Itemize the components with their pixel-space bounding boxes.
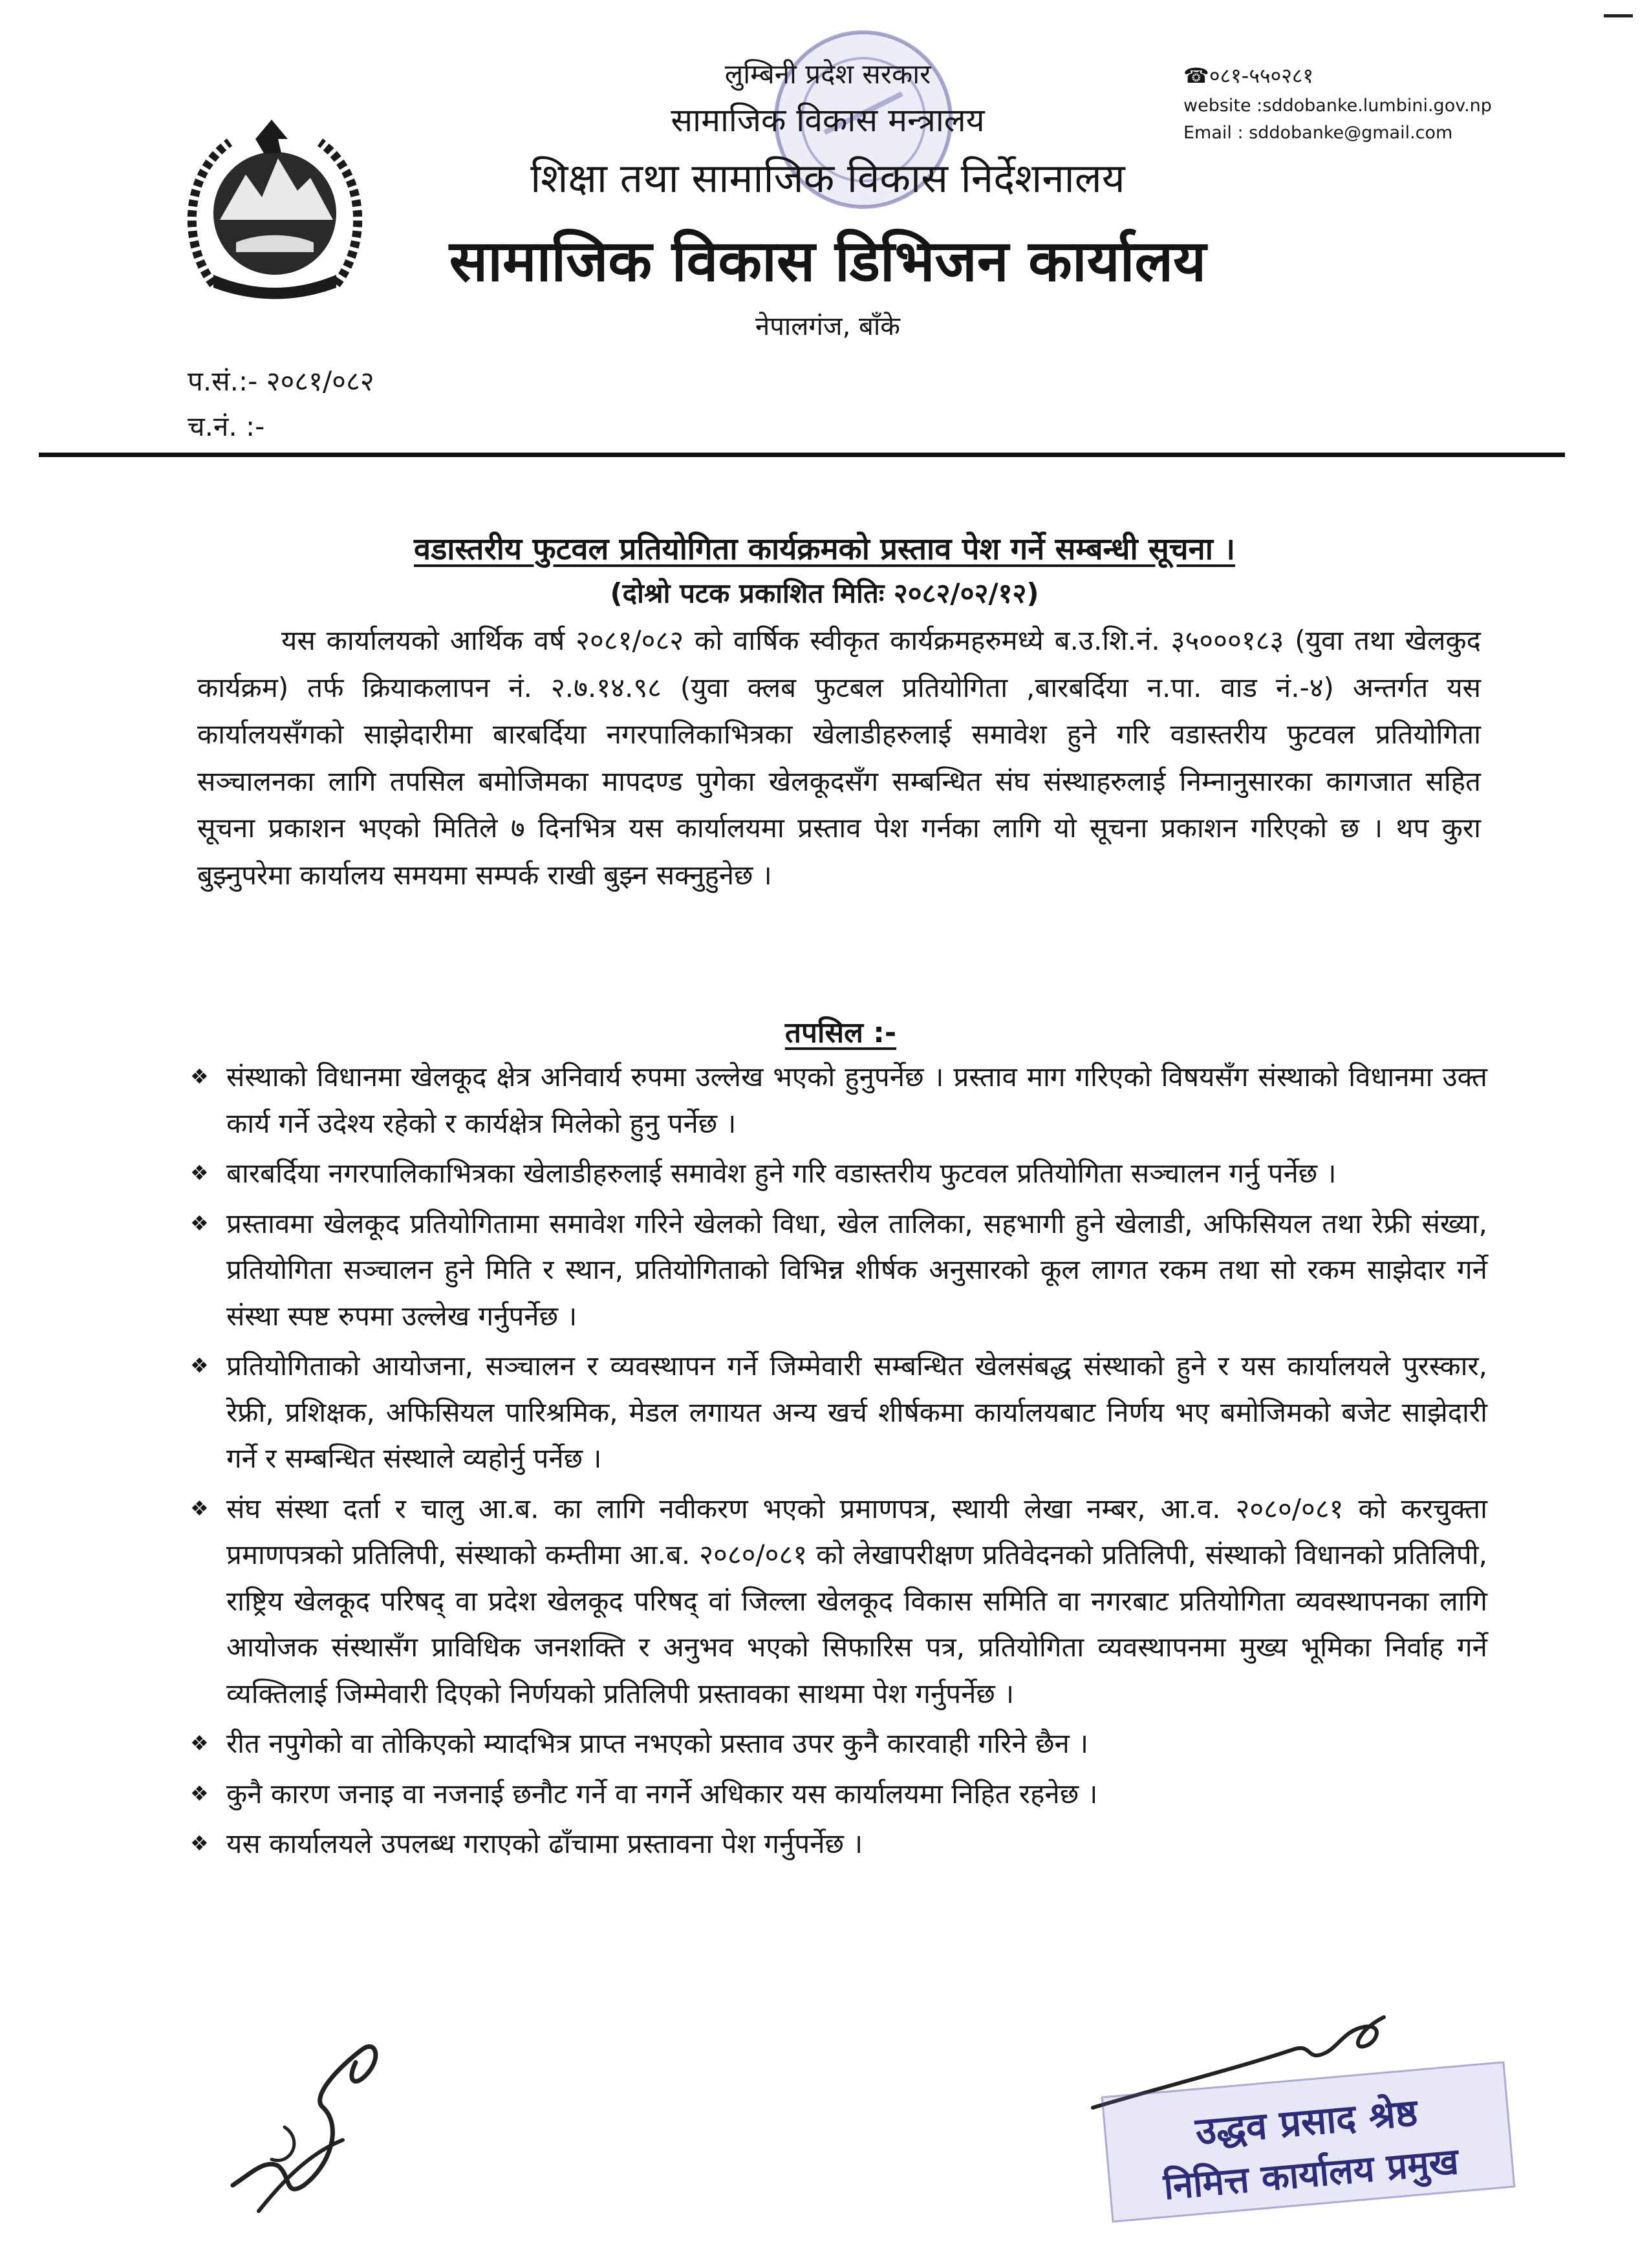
list-item: ❖ प्रतियोगिताको आयोजना, सञ्चालन र व्यवस्थापन गर्ने जिम्मेवारी सम्बन्धित खेलसंबद्ध संस्थाको हुने र यस कार्यालयले पुरस्कार, रेफ्री, प्रशिक्षक, अफिसियल पारिश्रमिक, मेडल लगायत अन्य खर्च शीर्षकमा कार्यालयबाट निर्णय भए बमोजिमको बजेट साझेदारी गर्ने र सम्बन्धित संस्थाले व्यहोर्नु पर्नेछ ।: [188, 1343, 1487, 1482]
ministry-name: सामाजिक विकास मन्त्रालय: [671, 102, 985, 139]
list-item: ❖ रीत नपुगेको वा तोकिएको म्यादभित्र प्राप्त नभएको प्रस्ताव उपर कुनै कारवाही गरिने छैन ।: [188, 1720, 1487, 1767]
list-item: ❖ कुनै कारण जनाइ वा नजनाई छनौट गर्ने वा नगर्ने अधिकार यस कार्यालयमा निहित रहनेछ ।: [188, 1771, 1487, 1817]
edge-mark: [1604, 14, 1633, 17]
province-name: लुम्बिनी प्रदेश सरकार: [724, 58, 931, 90]
contact-email[interactable]: Email : sddobanke@gmail.com: [1183, 123, 1453, 143]
office-name: सामाजिक विकास डिभिजन कार्यालय: [449, 228, 1207, 294]
contact-website[interactable]: website :sddobanke.lumbini.gov.np: [1183, 96, 1492, 116]
notice-paragraph: यस कार्यालयको आर्थिक वर्ष २०८१/०८२ को वार्षिक स्वीकृत कार्यक्रमहरुमध्ये ब.उ.शि.नं. ३५०००१८३ (युवा तथा खेलकुद कार्यक्रम) तर्फ क्रियाकलापन नं. २.७.१४.९८ (युवा क्लब फुटबल प्रतियोगिता ,बारबर्दिया न.पा. वाड नं.-४) अन्तर्गत यस कार्यालयसँगको साझेदारीमा बारबर्दिया नगरपालिकाभित्रका खेलाडीहरुलाई समावेश हुने गरि वडास्तरीय फुटवल प्रतियोगिता सञ्चालनका लागि तपसिल बमोजिमका मापदण्ड पुगेका खेलकूदसँग सम्बन्धित संघ संस्थाहरुलाई निम्नानुसारका कागजात सहित सूचना प्रकाशन भएको मितिले ७ दिनभित्र यस कार्यालयमा प्रस्ताव पेश गर्नका लागि यो सूचना प्रकाशन गरिएको छ । थप कुरा बुझ्नुपरेमा कार्यालय समयमा सम्पर्क राखी बुझ्न सक्नुहुनेछ ।: [197, 625, 1481, 891]
list-item: ❖ बारबर्दिया नगरपालिकाभित्रका खेलाडीहरुलाई समावेश हुने गरि वडास्तरीय फुटवल प्रतियोगिता सञ्चालन गर्नु पर्नेछ ।: [188, 1150, 1487, 1197]
reference-number: प.सं.:- २०८१/०८२: [188, 365, 374, 397]
notice-title-text: वडास्तरीय फुटवल प्रतियोगिता कार्यक्रमको प्रस्ताव पेश गर्ने सम्बन्धी सूचना ।: [413, 531, 1236, 567]
list-item: ❖ संस्थाको विधानमा खेलकूद क्षेत्र अनिवार्य रुपमा उल्लेख भएको हुनुपर्नेछ । प्रस्ताव माग गरिएको विषयसँग संस्थाको विधानमा उक्त कार्य गर्ने उदेश्य रहेको र कार्यक्षेत्र मिलेको हुनु पर्नेछ ।: [188, 1054, 1487, 1146]
dispatch-number: च.नं. :-: [188, 411, 265, 442]
list-item: ❖ प्रस्तावमा खेलकूद प्रतियोगितामा समावेश गरिने खेलको विधा, खेल तालिका, सहभागी हुने खेलाडी, अफिसियल तथा रेफ्री संख्या, प्रतियोगिता सञ्चालन हुने मिति र स्थान, प्रतियोगिताको विभिन्न शीर्षक अनुसारको कूल लागत रकम तथा सो रकम साझेदार गर्ने संस्था स्पष्ट रुपमा उल्लेख गर्नुपर्नेछ ।: [188, 1201, 1487, 1340]
list-item: ❖ यस कार्यालयले उपलब्ध गराएको ढाँचामा प्रस्तावना पेश गर्नुपर्नेछ ।: [188, 1821, 1487, 1867]
signatory-title: निमित्त कार्यालय प्रमुख: [1161, 2141, 1461, 2209]
tapasil-heading: तपसिल :-: [784, 1016, 897, 1049]
list-item: ❖ संघ संस्था दर्ता र चालु आ.ब. का लागि नवीकरण भएको प्रमाणपत्र, स्थायी लेखा नम्बर, आ.व. २०८०/०८१ को करचुक्ता प्रमाणपत्रको प्रतिलिपी, संस्थाको कम्तीमा आ.ब. २०८०/०८१ को लेखापरीक्षण प्रतिवेदनको प्रतिलिपी, संस्थाको विधानको प्रतिलिपी, राष्ट्रिय खेलकूद परिषद् वा प्रदेश खेलकूद परिषद् वां जिल्ला खेलकूद विकास समिति वा नगरबाट प्रतियोगिता व्यवस्थापनका लागि आयोजक संस्थासँग प्राविधिक जनशक्ति र अनुभव भएको सिफारिस पत्र, प्रतियोगिता व्यवस्थापनमा मुख्य भूमिका निर्वाह गर्ने व्यक्तिलाई जिम्मेवारी दिएको निर्णयको प्रतिलिपी प्रस्तावका साथमा पेश गर्नुपर्नेछ ।: [188, 1486, 1487, 1717]
signatory-name: उद्धव प्रसाद श्रेष्ठ: [1193, 2090, 1419, 2154]
header-divider: [39, 453, 1565, 457]
notice-title: [194, 527, 1455, 568]
notice-subtitle: (दोश्रो पटक प्रकाशित मितिः २०८२/०२/१२): [610, 577, 1039, 609]
directorate-name: शिक्षा तथा सामाजिक विकास निर्देशनालय: [530, 155, 1125, 202]
nepal-emblem-icon: [175, 113, 375, 307]
contact-phone: ☎०८१-५५०२८१: [1183, 63, 1314, 88]
office-location: नेपालगंज, बाँके: [755, 312, 900, 341]
handwritten-signature-left: [207, 2011, 420, 2224]
tapasil-list: [188, 1054, 1487, 1871]
